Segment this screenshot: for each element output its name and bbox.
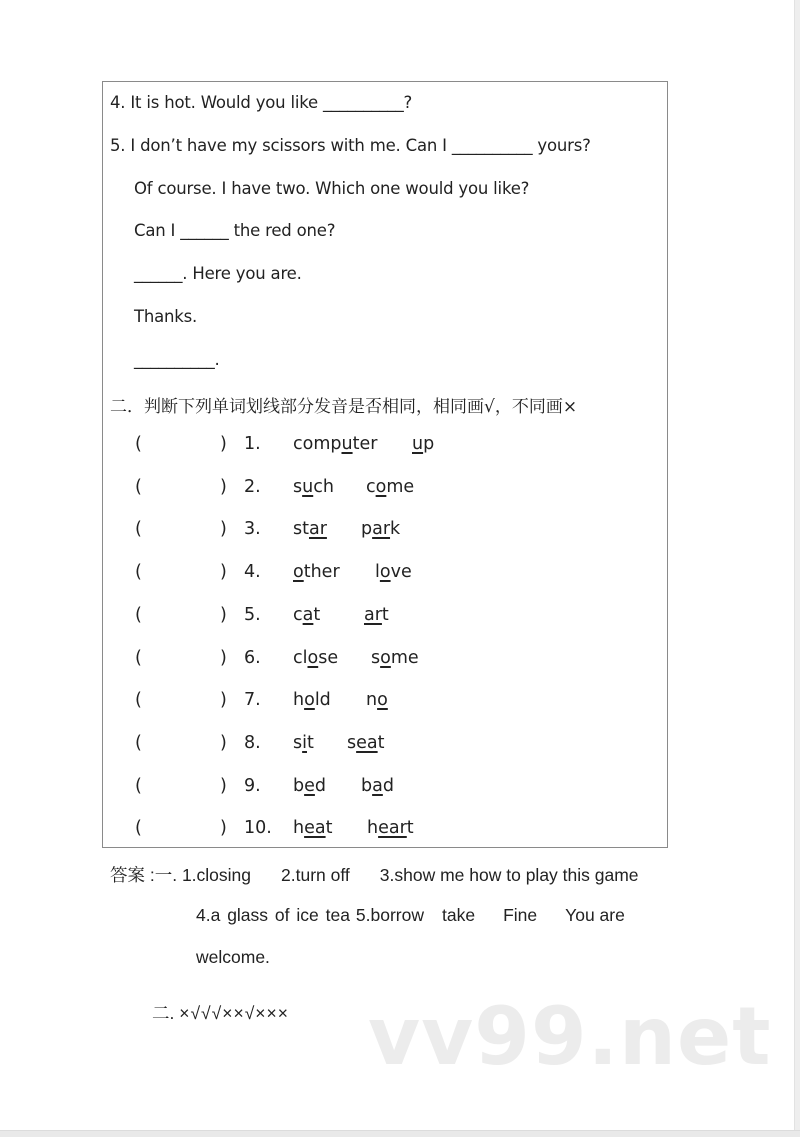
underlined-letters: o	[307, 647, 319, 668]
answer-blank-close: )	[220, 818, 227, 839]
underlined-letters: ar	[308, 519, 327, 540]
item-number: 6.	[244, 647, 261, 668]
item-number: 3.	[244, 519, 261, 540]
word-part: d	[382, 775, 394, 796]
dialog-line-3: ______. Here you are.	[134, 264, 302, 283]
word-part: st	[293, 519, 309, 540]
pronunciation-item	[0, 562, 800, 586]
question-5: 5. I don’t have my scissors with me. Can I __________ yours?	[110, 136, 591, 155]
dialog-line-4: Thanks.	[134, 307, 198, 326]
answer-3: 3.show me how to play this game	[379, 865, 639, 885]
item-number: 2.	[244, 476, 261, 497]
pronunciation-item	[0, 519, 800, 543]
word-part: me	[390, 647, 419, 668]
word-part: s	[347, 732, 357, 753]
underlined-letters: u	[302, 476, 314, 497]
answer-blank-close: )	[220, 562, 227, 583]
word-first	[293, 605, 320, 625]
underlined-letters: ar	[364, 604, 382, 625]
answer-5b: take	[442, 905, 476, 925]
answer-blank-open: (	[135, 519, 142, 540]
answer-5c: Fine	[503, 905, 538, 925]
pronunciation-item	[0, 434, 800, 458]
answers-part-2-label: 二.	[152, 1003, 180, 1023]
answer-4: 4.a glass of ice tea	[196, 905, 350, 925]
underlined-letters: u	[412, 434, 424, 454]
word-second	[361, 776, 394, 796]
answers-part-2-marks: ×√√√××√×××	[179, 1003, 289, 1023]
word-part: p	[361, 519, 373, 540]
answer-blank-close: )	[220, 434, 227, 454]
pronunciation-item	[0, 690, 800, 714]
word-first	[293, 434, 377, 454]
answer-blank-close: )	[220, 732, 227, 753]
pronunciation-item	[0, 605, 800, 629]
answers-label: 答案 :一.	[110, 865, 182, 885]
word-first	[293, 690, 331, 710]
answer-blank-open: (	[135, 690, 142, 711]
underlined-letters: u	[341, 434, 353, 454]
pronunciation-item	[0, 477, 800, 501]
item-number: 8.	[244, 732, 261, 753]
word-part: t	[406, 818, 414, 839]
answer-blank-close: )	[220, 690, 227, 711]
item-number: 4.	[244, 562, 261, 583]
word-part: t	[307, 732, 314, 753]
underlined-letters: a	[372, 775, 383, 796]
item-number: 7.	[244, 690, 261, 711]
underlined-letters: o	[304, 690, 315, 711]
word-part: c	[293, 604, 303, 625]
answer-blank-open: (	[135, 434, 142, 454]
answer-blank-open: (	[135, 647, 142, 668]
dialog-line-5: __________.	[134, 350, 220, 369]
pronunciation-item	[0, 648, 800, 672]
answer-blank-close: )	[220, 647, 227, 668]
question-4: 4. It is hot. Would you like __________?	[110, 93, 413, 112]
answer-blank-open: (	[135, 818, 142, 839]
underlined-letters: i	[302, 732, 307, 753]
word-part: p	[423, 434, 435, 454]
word-part: b	[293, 775, 305, 796]
answer-blank-close: )	[220, 604, 227, 625]
answer-blank-open: (	[135, 562, 142, 583]
word-part: t	[325, 818, 333, 839]
word-second	[375, 562, 412, 582]
watermark: vv99.net	[368, 990, 772, 1083]
word-part: h	[293, 690, 305, 711]
word-second	[361, 519, 400, 539]
word-part: cl	[293, 647, 308, 668]
word-part: k	[390, 519, 401, 540]
word-part: s	[371, 647, 381, 668]
underlined-letters: o	[375, 476, 387, 497]
word-second	[347, 733, 385, 753]
word-part: ther	[303, 562, 340, 583]
word-second	[364, 605, 389, 625]
underlined-letters: ear	[378, 818, 407, 839]
word-part: c	[366, 476, 376, 497]
underlined-letters: ea	[356, 732, 378, 753]
answer-blank-close: )	[220, 775, 227, 796]
word-part: d	[314, 775, 326, 796]
item-number: 5.	[244, 604, 261, 625]
underlined-letters: ea	[304, 818, 326, 839]
answers-line-3: welcome.	[196, 947, 270, 967]
answer-blank-open: (	[135, 476, 142, 497]
underlined-letters: ar	[372, 519, 391, 540]
answers-part-2	[152, 1000, 289, 1025]
word-first	[293, 776, 326, 796]
word-part: se	[318, 647, 339, 668]
answer-2: 2.turn off	[281, 865, 350, 885]
word-part: ve	[390, 562, 412, 583]
item-number: 1.	[244, 434, 261, 454]
answer-blank-open: (	[135, 604, 142, 625]
word-second	[366, 690, 388, 710]
section-2-heading: 二．判断下列单词划线部分发音是否相同，相同画√，不同画×	[110, 397, 578, 417]
word-part: h	[367, 818, 379, 839]
answer-blank-open: (	[135, 775, 142, 796]
underlined-letters: o	[380, 647, 391, 668]
word-first	[293, 477, 334, 497]
pronunciation-item	[0, 818, 800, 842]
word-part: t	[377, 732, 385, 753]
pronunciation-item	[0, 733, 800, 757]
word-part: ld	[314, 690, 331, 711]
word-part: comp	[293, 434, 342, 454]
underlined-letters: a	[302, 604, 314, 625]
page-edge-bottom	[0, 1130, 800, 1137]
word-part: me	[386, 476, 415, 497]
word-second	[367, 818, 414, 838]
underlined-letters: o	[377, 690, 388, 711]
word-second	[371, 648, 419, 668]
word-first	[293, 519, 327, 539]
word-part: t	[313, 604, 321, 625]
word-second	[366, 477, 414, 497]
word-part: ter	[352, 434, 378, 454]
word-part: ch	[313, 476, 334, 497]
item-number: 10.	[244, 818, 272, 839]
dialog-line-2: Can I ______ the red one?	[134, 221, 336, 240]
word-first	[293, 733, 314, 753]
word-first	[293, 818, 332, 838]
word-part: s	[293, 732, 303, 753]
answer-5d: You are	[565, 905, 625, 925]
word-part: s	[293, 476, 303, 497]
answer-blank-close: )	[220, 519, 227, 540]
answers-line-1	[110, 862, 639, 887]
answer-1: 1.closing	[181, 865, 252, 885]
underlined-letters: o	[379, 562, 391, 583]
dialog-line-1: Of course. I have two. Which one would you like?	[134, 179, 530, 198]
word-first	[293, 648, 338, 668]
word-first	[293, 562, 340, 582]
word-part: n	[366, 690, 378, 711]
answer-blank-open: (	[135, 732, 142, 753]
answer-blank-close: )	[220, 476, 227, 497]
underlined-letters: o	[293, 562, 304, 583]
word-part: h	[293, 818, 305, 839]
word-part: l	[375, 562, 380, 583]
answers-line-2	[196, 905, 625, 926]
underlined-letters: e	[304, 775, 315, 796]
item-number: 9.	[244, 775, 261, 796]
answer-5a: 5.borrow	[355, 905, 425, 925]
pronunciation-item	[0, 776, 800, 800]
word-part: b	[361, 775, 373, 796]
word-second	[412, 434, 434, 454]
word-part: t	[381, 604, 389, 625]
